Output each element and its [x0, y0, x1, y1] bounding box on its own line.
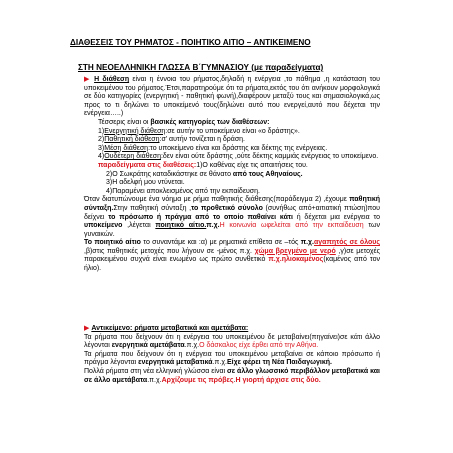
agent-text: ,γ)σε μετοχές παρακειμένου συχνά είναι ενωμένο ως πρώτο συνθετικό — [84, 247, 380, 264]
kind-term: Ουδέτερη διάθεση — [104, 153, 161, 161]
object-text: . — [233, 376, 236, 384]
examples-label: παραδείγματα στις διαθέσεις: — [98, 161, 197, 169]
object-paragraph-1 — [84, 334, 380, 351]
agent-bold: το προθετικό σύνολο — [191, 204, 263, 212]
agent-text: Όταν διατυπώνουμε ένα νόημα με ρήμα παθητικής διάθεσης(παράδειγμα 2) ,έχουμε — [84, 196, 350, 204]
agent-term-poiitiko-aitio: ποιητικό αίτιο. — [155, 222, 207, 230]
object-bold: ενεργητικά αμετάβατα — [111, 342, 185, 350]
object-heading-text: Αντικείμενο: ρήματα μεταβατικά και αμετάβατα: — [91, 325, 249, 332]
kind-item — [84, 153, 380, 162]
object-text: Πολλά ρήματα στη νέα ελληνική γλώσσα είναι — [84, 367, 227, 375]
kind-num: 2) — [98, 136, 105, 144]
agent-text: (καμένος από τον ήλιο). — [84, 256, 380, 273]
intro-paragraph — [84, 76, 380, 119]
page-title: ΔΙΑΘΕΣΕΙΣ ΤΟΥ ΡΗΜΑΤΟΣ - ΠΟΙΗΤΙΚΟ ΑΙΤΙΟ – ΑΝΤΙΚΕΙΜΕΝΟ — [70, 38, 311, 47]
object-bold: ενεργητικά μεταβατικά — [138, 359, 213, 367]
arrow-bullet-icon: ▶ — [84, 76, 91, 83]
example-2 — [84, 171, 380, 180]
kind-num: 1) — [98, 127, 105, 135]
agent-example-red: αγαπητός σε όλους — [313, 239, 380, 247]
agent-paragraph-2 — [84, 239, 380, 273]
example-1: 1)Ο καθένας είχε τις απαιτήσεις του. — [196, 161, 308, 169]
kinds-lead — [84, 119, 380, 128]
agent-bold: Το ποιητικό αίτιο — [84, 239, 141, 247]
kind-item — [84, 128, 380, 137]
agent-bold: π.χ. — [206, 222, 220, 230]
agent-bold: παθητική σύνταξη. — [84, 196, 380, 212]
agent-text: το συναντάμε και :α) με ρηματικά επίθετα σε –τός — [140, 239, 301, 247]
kind-num: 3) — [98, 144, 105, 152]
object-example-red: Η γιορτή άρχισε στις δύο. — [235, 376, 321, 384]
section-diathesi — [84, 76, 380, 274]
object-text: Τα ρήματα που δείχνουν ότι η ενέργεια του υποκειμένου δε μεταβαίνει(πηγαίνει)σε κάτι άλλο λέγονται — [84, 333, 380, 350]
kind-item — [84, 136, 380, 145]
object-paragraph-2 — [84, 351, 380, 368]
object-text: .π.χ. — [147, 376, 162, 384]
agent-paragraph-1 — [84, 196, 380, 239]
example-4: 4)Παραμένει αποκλεισμένος από την εκπαίδευση. — [106, 187, 260, 195]
agent-text: ,λέγεται — [122, 222, 156, 230]
object-heading — [84, 325, 380, 334]
kind-text: :σ' αυτήν τονίζεται η δράση. — [159, 136, 245, 144]
agent-example-red: χώμα βρεγμένο με νερό — [254, 247, 336, 255]
object-text: Τα ρήματα που δείχνουν ότι η ενέργεια του υποκειμένου μεταβαίνει σε κάποιο πρόσωπο ή πράγμα λέγονται — [84, 350, 380, 367]
agent-text: των γυναικών. — [84, 222, 381, 238]
kind-term: Μέση διάθεση — [104, 144, 149, 152]
kind-text: :δεν είναι ούτε δράστης ,ούτε δέκτης καμμιάς ενέργειας το υποκείμενο. — [160, 153, 379, 161]
object-bold: σε άλλο γλωσσικό περιβάλλον μεταβατικά και σε άλλο αμετάβατα — [84, 367, 380, 384]
section-antikeimeno — [84, 325, 380, 385]
example-2-text: 2)Ο Σωκράτης καταδικάστηκε σε θάνατο — [106, 170, 233, 178]
agent-text: (συνήθως από+αιτιατική πτώση)που δείχνει — [84, 204, 380, 221]
agent-bold: π.χ. — [300, 239, 314, 247]
agent-bold: υποκείμενο — [84, 222, 123, 230]
object-example-red: από την Αθήνα. — [267, 342, 319, 350]
kind-text: :το υποκείμενο είναι και δράστης και δέκτης της ενέργειας. — [148, 144, 328, 152]
kind-term: Παθητική διάθεση — [104, 136, 160, 144]
agent-text: ,β)στις παθητικές μετοχές που λήγουν σε -μένος π.χ. — [84, 247, 255, 255]
agent-text: ή δέχεται μια ενέργεια το — [292, 213, 381, 221]
object-paragraph-3 — [84, 368, 380, 385]
object-bold: Είχε φέρει τη Νέα Παιδαγωγική. — [226, 359, 332, 367]
arrow-bullet-icon: ▶ — [84, 325, 90, 332]
examples-line — [84, 162, 380, 171]
kind-text: :σε αυτήν το υποκείμενο είναι «ο δράστης». — [165, 127, 300, 135]
example-3: 3)Η αδελφή μου ντύνεται. — [106, 179, 185, 187]
object-example-red: Αρχίζουμε τις πρόβες — [161, 376, 234, 384]
object-text: .π.χ. — [184, 342, 200, 350]
kind-term: Ενεργητική διάθεση — [104, 127, 166, 135]
kind-num: 4) — [98, 153, 105, 161]
term-diathesi: Η διάθεση — [94, 76, 130, 83]
agent-bold: το πρόσωπο ή πράγμα από το οποίο παθαίνει κάτι — [108, 213, 293, 221]
object-text: .π.χ. — [212, 359, 227, 367]
page-subtitle: ΣΤΗ ΝΕΟΕΛΛΗΝΙΚΗ ΓΛΩΣΣΑ Β΄ΓΥΜΝΑΣΙΟΥ (με παραδείγματα) — [78, 63, 324, 72]
example-2-bold: από τους Αθηναίους. — [232, 170, 303, 178]
kinds-lead-text: Τέσσερις είναι οι — [98, 118, 151, 126]
kinds-lead-bold: βασικές κατηγορίες των διαθέσεων: — [150, 118, 270, 126]
agent-example-red: π.χ.ηλιοκαμένος — [268, 256, 324, 264]
intro-text: είναι η έννοια του ρήματος,δηλαδή η ενέργεια ,το πάθημα ,η κατάσταση του υποκειμένου του ρήματος.Έτσι,παρατηρούμε ότι τα ρήματα,εκτός του ότι ανήκουν μορφολογικά σε δύο κατηγορίες (ενεργητική - παθητική φωνή),διαφέρουν μεταξύ τους και σημασιολογικά,ως προς το τι δηλώνει το υποκείμενό τους(δηλώνει αυτό που ενεργεί,αυτό που δέχεται την ενέργεια…..) — [84, 76, 380, 118]
agent-text: Στην παθητική σύνταξη , — [113, 204, 192, 212]
agent-example-red: Η κοινωνία ωφελείται από την εκπαίδευση — [219, 222, 364, 230]
object-example-red: Ο δάσκαλος είχε έρθει — [199, 342, 268, 350]
